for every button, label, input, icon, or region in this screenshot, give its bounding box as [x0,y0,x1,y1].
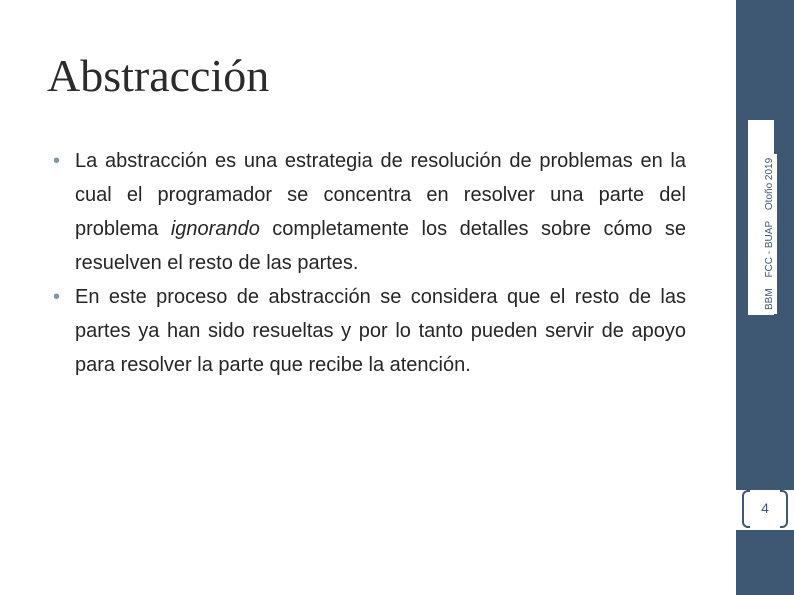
vertical-footer [750,157,776,340]
footer-course: BBM [764,288,775,310]
bullet-text: En este proceso de abstracción se considera que el resto de las partes ya han sido resueltas y por lo tanto pueden servir de apoyo para resolver la parte que recibe la atención. [75,286,686,376]
bullet-item [53,144,686,280]
bullet-emphasis: ignorando [170,218,260,240]
bullet-icon: • [53,286,61,308]
footer-institution: FCC - BUAP [764,220,775,278]
slide-title: Abstracción [47,50,270,101]
page-number-box [736,490,794,530]
footer-term: Otoño 2019 [764,157,775,211]
bullet-text: completamente los detalles sobre cómo se resuelven el resto de las partes. [75,218,686,274]
bullet-text: La abstracción es una estrategia de resolución de problemas en la cual el programador se concentra en resolver una parte del problema [75,150,686,240]
bullet-item [53,280,686,382]
page-number: 4 [761,500,769,516]
slide-body [53,144,686,382]
bullet-icon: • [53,150,61,172]
footer-text [763,154,777,314]
